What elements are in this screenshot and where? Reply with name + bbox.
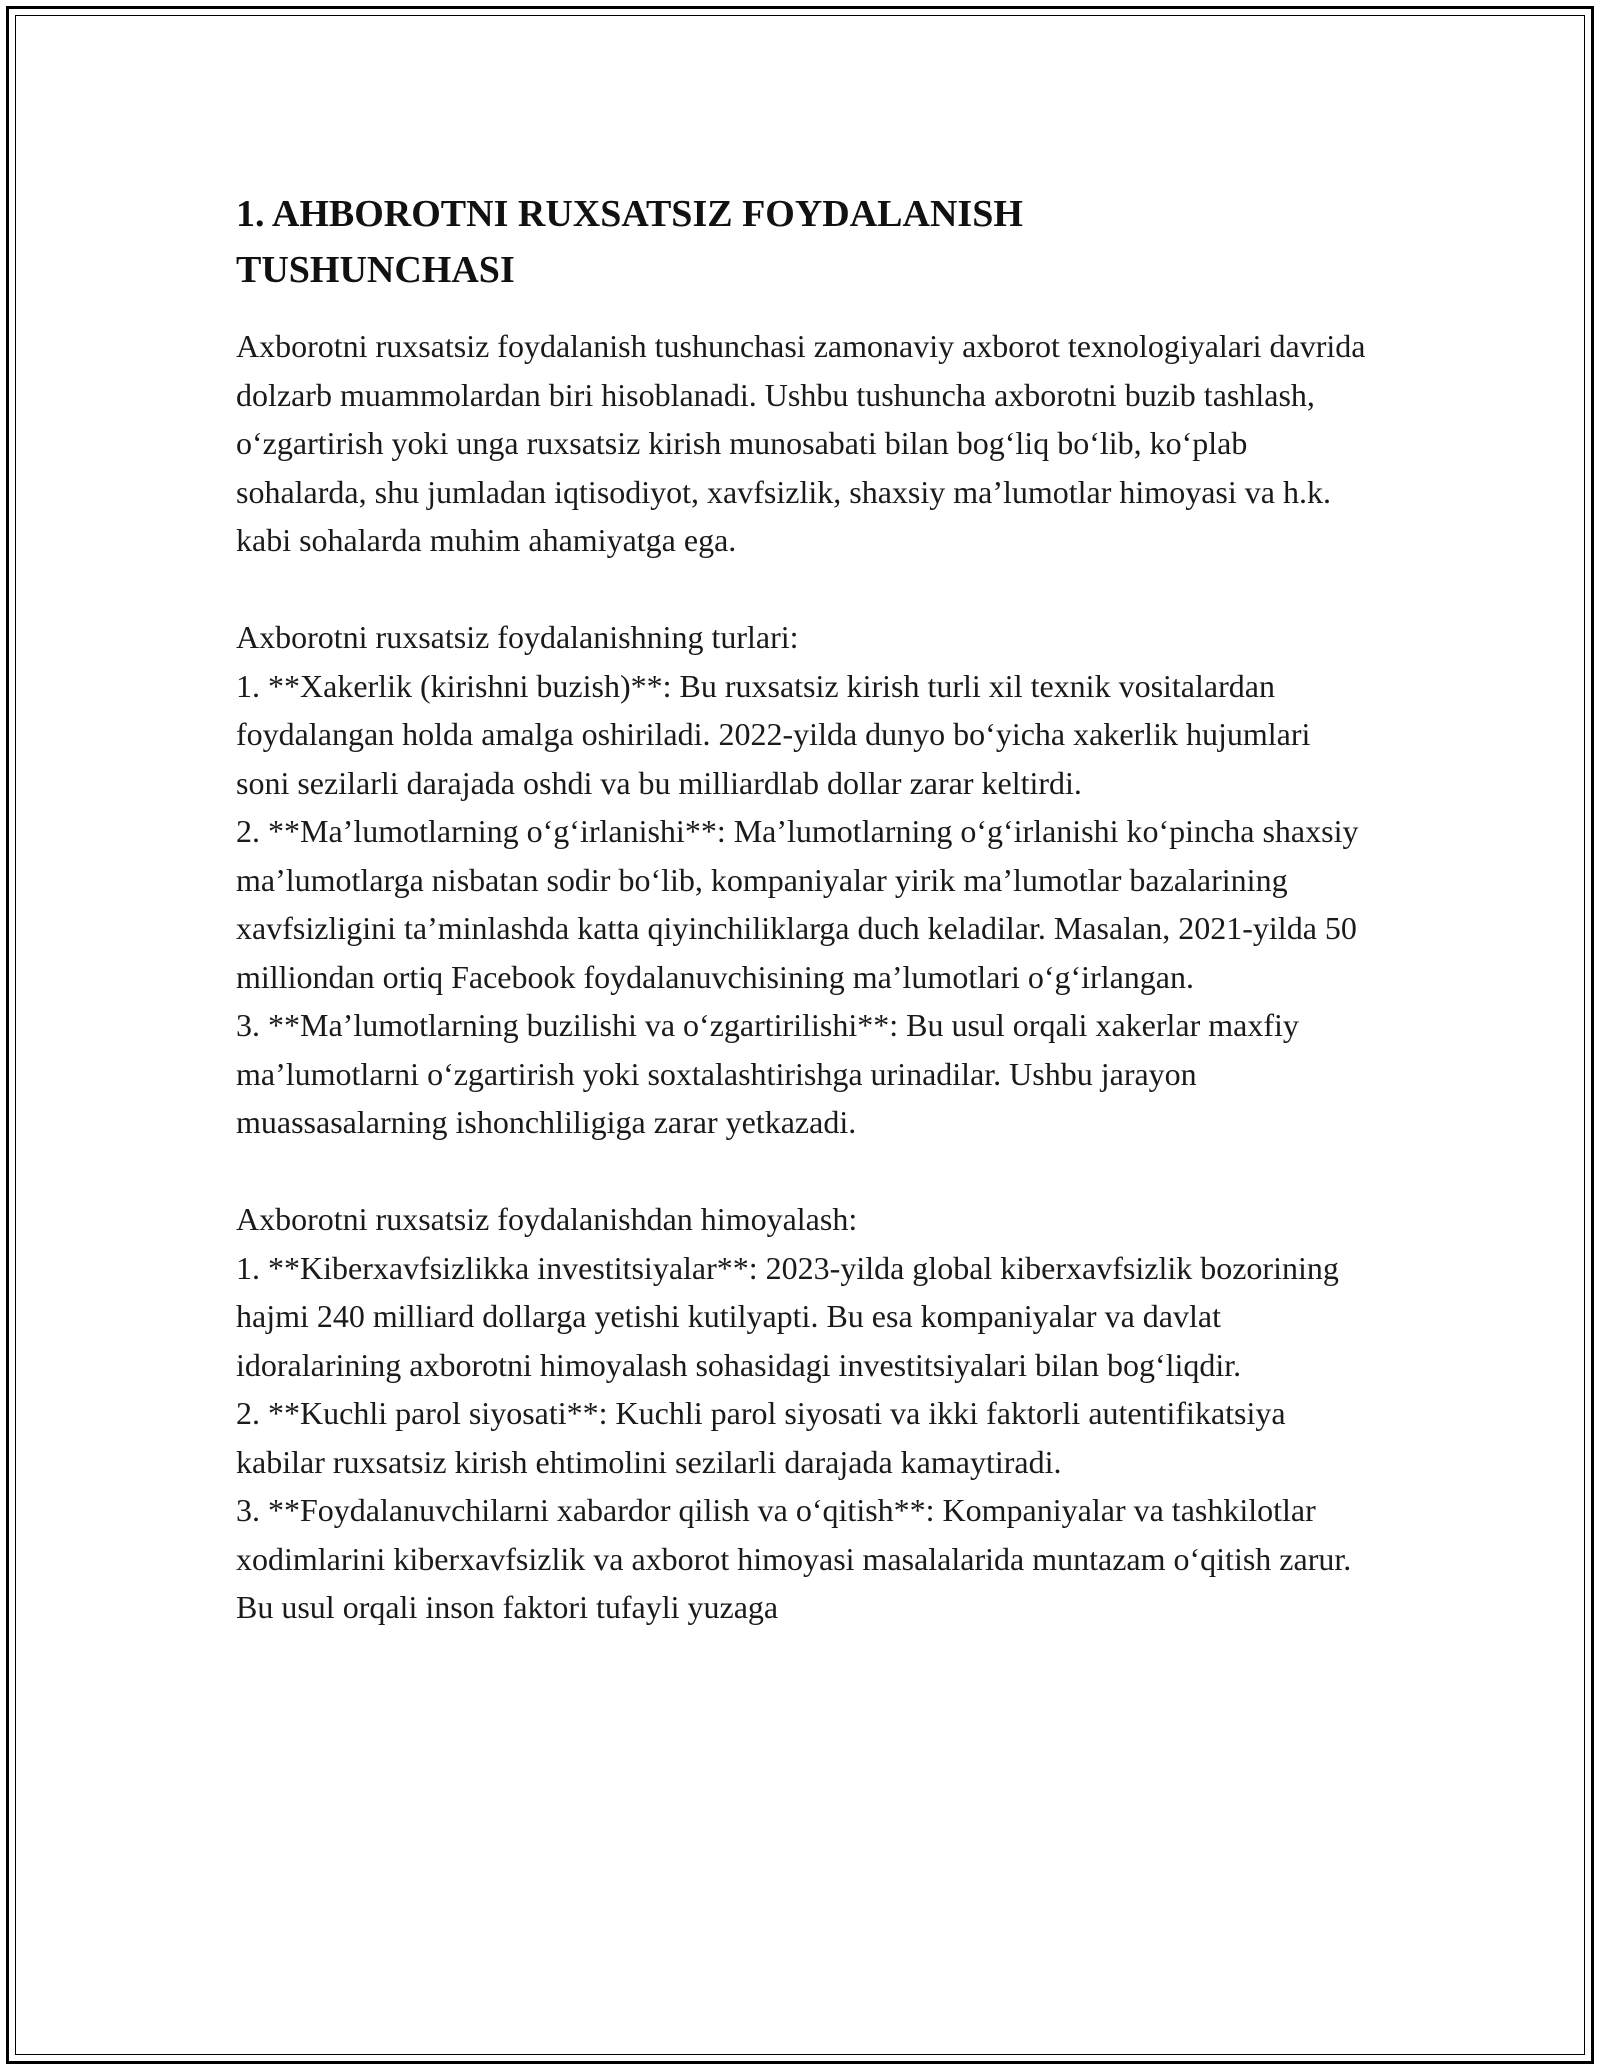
list-item-protection-1: 1. **Kiberxavfsizlikka investitsiyalar**: 2023-yilda global kiberxavfsizlik bozorining hajmi 240 milliard dollarga yetishi kutilyapti. Bu esa kompaniyalar va davlat idoralarining axborotni himoyalash sohasidagi investitsiyalari bilan bog‘liqdir.	[236, 1249, 1339, 1383]
intro-paragraph: Axborotni ruxsatsiz foydalanish tushunchasi zamonaviy axborot texnologiyalari davrida dolzarb muammolardan biri hisoblanadi. Ushbu tushuncha axborotni buzib tashlash, o‘zgartirish yoki unga ruxsatsiz kirish munosabati bilan bog‘liq bo‘lib, ko‘plab sohalarda, shu jumladan iqtisodiyot, xavfsizlik, shaxsiy ma’lumotlar himoyasi va h.k. kabi sohalarda muhim ahamiyatga ega.	[236, 328, 1366, 558]
list-item-type-1: 1. **Xakerlik (kirishni buzish)**: Bu ruxsatsiz kirish turli xil texnik vositalardan foydalangan holda amalga oshiriladi. 2022-yilda dunyo bo‘yicha xakerlik hujumlari soni sezilarli darajada oshdi va bu milliardlab dollar zarar keltirdi.	[236, 667, 1311, 801]
paragraph-spacer	[236, 1147, 1366, 1196]
list-item-type-3: 3. **Ma’lumotlarning buzilishi va o‘zgartirilishi**: Bu usul orqali xakerlar maxfiy ma’lumotlarni o‘zgartirish yoki soxtalashtirishga urinadilar. Ushbu jarayon muassasalarning ishonchliligiga zarar yetkazadi.	[236, 1007, 1299, 1140]
list-item-type-2: 2. **Ma’lumotlarning o‘g‘irlanishi**: Ma’lumotlarning o‘g‘irlanishi ko‘pincha shaxsiy ma’lumotlarga nisbatan sodir bo‘lib, kompaniyalar yirik ma’lumotlar bazalarining xavfsizligini ta’minlashda katta qiyinchiliklarga duch keladilar. Masalan, 2021-yilda 50 milliondan ortiq Facebook foydalanuvchisining ma’lumotlari o‘g‘irlangan.	[236, 813, 1359, 995]
paragraph-spacer	[236, 565, 1366, 614]
protection-title: Axborotni ruxsatsiz foydalanishdan himoyalash:	[236, 1201, 858, 1237]
document-heading: 1. AHBOROTNI RUXSATSIZ FOYDALANISH TUSHUNCHASI	[236, 193, 1023, 291]
types-title: Axborotni ruxsatsiz foydalanishning turlari:	[236, 619, 799, 655]
list-item-protection-3: 3. **Foydalanuvchilarni xabardor qilish va o‘qitish**: Kompaniyalar va tashkilotlar xodimlarini kiberxavfsizlik va axborot himoyasi masalalarida muntazam o‘qitish zarur. Bu usul orqali inson faktori tufayli yuzaga	[236, 1492, 1352, 1625]
document-body	[236, 186, 1366, 1632]
list-item-protection-2: 2. **Kuchli parol siyosati**: Kuchli parol siyosati va ikki faktorli autentifikatsiya kabilar ruxsatsiz kirish ehtimolini sezilarli darajada kamaytiradi.	[236, 1395, 1286, 1480]
